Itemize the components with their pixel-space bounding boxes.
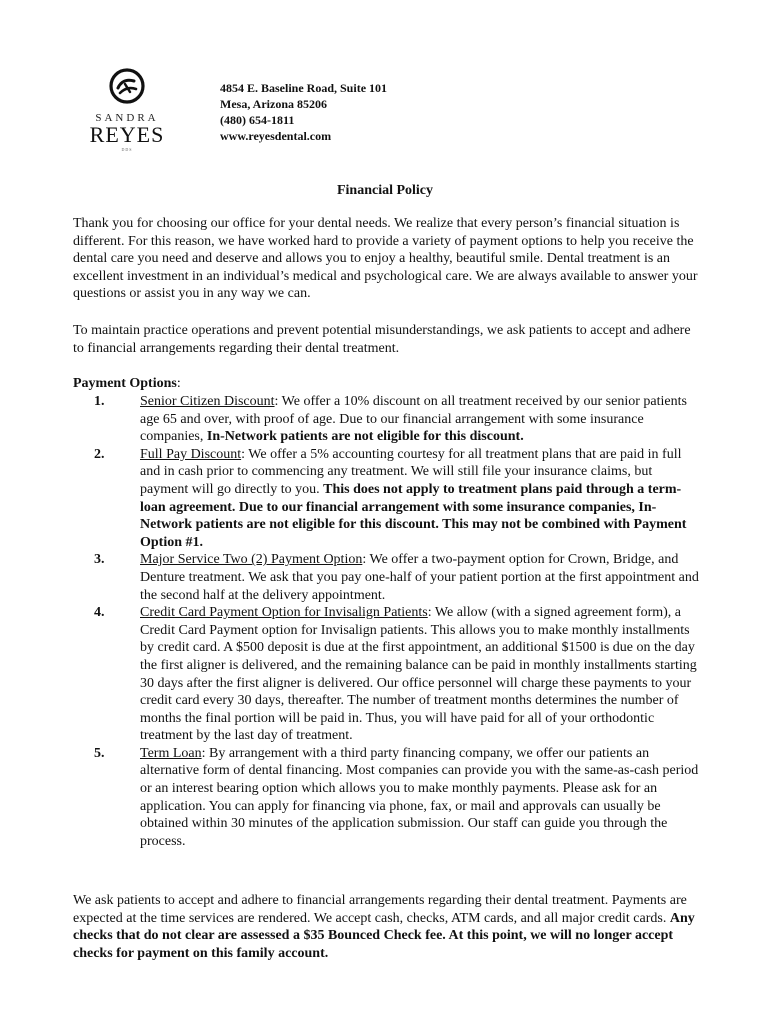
address-website[interactable]: www.reyesdental.com xyxy=(220,129,332,143)
option-body xyxy=(140,393,701,446)
option-name: Term Loan xyxy=(140,745,202,761)
address-city: Mesa, Arizona 85206 xyxy=(220,97,327,111)
option-text: : We allow (with a signed agreement form), a Credit Card Payment option for Invisalign patients. This allows you to make monthly installments by credit card. A $500 deposit is due at the first appointment, an additional $1500 is due on the day the first aligner is delivered, and the remaining balance can be paid in monthly installments starting 30 days after the first aligner is delivered. Our office personnel will charge these payments to your credit card every 30 days, thereafter. The number of treatment months determines the number of months the final portion will be paid in. Thus, you will have paid for all of your orthodontic treatment by the last day of treatment. xyxy=(140,605,697,744)
closing-paragraph xyxy=(73,892,701,962)
address-phone: (480) 654-1811 xyxy=(220,113,295,127)
option-number: 3. xyxy=(94,552,105,568)
logo-first-name: SANDRA xyxy=(95,112,159,124)
practice-paragraph: To maintain practice operations and prevent potential misunderstandings, we ask patients to accept and adhere to financial arrangements regarding their dental treatment. xyxy=(73,323,691,356)
option-body xyxy=(140,446,701,552)
option-bold-text: This does not apply to treatment plans paid through a term-loan agreement. Due to our financial arrangement with some insurance companies, In-Network patients are not eligible for this discount. This may not be combined with Payment Option #1. xyxy=(140,481,687,550)
option-text: : By arrangement with a third party financing company, we offer our patients an alternative form of dental financing. Most companies can provide you with the same-as-cash period or an interest bearing option which allows you to make monthly payments. Please ask for an application. You can apply for financing via phone, fax, or mail and approvals can usually be obtained within 30 minutes of the application submission. Our staff can guide you through the process. xyxy=(140,745,699,849)
option-name: Major Service Two (2) Payment Option xyxy=(140,552,363,568)
payment-options-heading xyxy=(73,375,181,393)
option-text: : We offer a 10% discount on all treatment received by our senior patients age 65 and over, with proof of age. Due to our financial arrangement with some insurance companies, xyxy=(140,394,687,445)
payment-options-list xyxy=(73,393,701,850)
option-body xyxy=(140,745,701,851)
sandra-reyes-logo-icon xyxy=(107,66,147,106)
payment-option-5 xyxy=(73,745,701,851)
closing-bold-text: Any checks that do not clear are assessed a $35 Bounced Check fee. At this point, we will no longer accept checks for payment on this family account. xyxy=(73,910,695,961)
logo-last-name: REYES xyxy=(89,122,165,147)
option-name: Senior Citizen Discount xyxy=(140,394,275,409)
practice-logo xyxy=(86,66,168,152)
practice-address-block xyxy=(220,80,387,144)
payment-options-heading-colon: : xyxy=(176,376,181,391)
option-body xyxy=(140,551,701,604)
option-body xyxy=(140,604,701,745)
payment-option-3 xyxy=(73,551,701,604)
option-number: 4. xyxy=(94,605,105,621)
option-text: : We offer a 5% accounting courtesy for all treatment plans that are paid in full and in cash prior to commencing any treatment. We will still file your insurance claims, but payment will go directly to you. xyxy=(140,446,682,497)
option-bold-text: In-Network patients are not eligible for this discount. xyxy=(206,429,524,445)
option-name: Full Pay Discount xyxy=(140,446,242,462)
payment-option-2 xyxy=(73,446,701,552)
address-street: 4854 E. Baseline Road, Suite 101 xyxy=(220,81,388,95)
logo-tagline: DDS xyxy=(121,147,133,152)
closing-text: We ask patients to accept and adhere to financial arrangements regarding their dental treatment. Payments are expected at the time services are rendered. We accept cash, checks, ATM cards, and all major credit cards. xyxy=(73,893,687,926)
option-number: 2. xyxy=(94,446,105,462)
payment-option-1 xyxy=(73,393,701,446)
payment-options-heading-label: Payment Options xyxy=(73,376,177,391)
option-number: 1. xyxy=(94,394,105,409)
option-text: : We offer a two-payment option for Crown, Bridge, and Denture treatment. We ask that you pay one-half of your patient portion at the first appointment and the second half at the delivery appointment. xyxy=(140,552,699,603)
option-name: Credit Card Payment Option for Invisalign Patients xyxy=(140,605,428,621)
option-number: 5. xyxy=(94,745,105,761)
page-title: Financial Policy xyxy=(336,183,434,198)
intro-paragraph: Thank you for choosing our office for your dental needs. We realize that every person’s financial situation is different. For this reason, we have worked hard to provide a variety of payment options to help you receive the dental care you need and deserve and allows you to enjoy a healthy, beautiful smile. Dental treatment is an excellent investment in an individual’s medical and psychological care. We are always available to answer your questions or assist you in any way we can. xyxy=(73,216,698,302)
payment-option-4 xyxy=(73,604,701,745)
